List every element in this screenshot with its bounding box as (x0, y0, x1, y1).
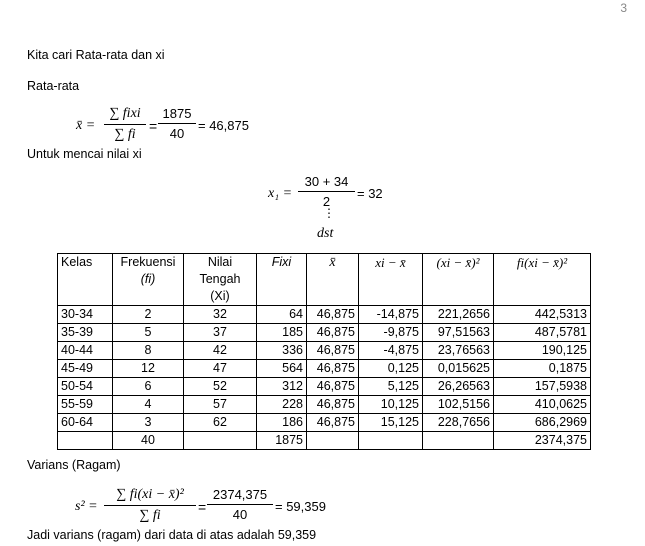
cell-diff: -4,875 (359, 342, 423, 360)
xi-formula-numerator: 30 + 34 (304, 174, 349, 189)
variance-heading: Varians (Ragam) (27, 458, 121, 472)
cell-fi: 6 (113, 378, 184, 396)
cell-fisq: 442,5313 (494, 306, 591, 324)
header-nilai-line1: Nilai (207, 255, 233, 269)
cell-kelas: 55-59 (58, 396, 113, 414)
cell-sq: 221,2656 (423, 306, 494, 324)
cell-xbar: 46,875 (307, 306, 359, 324)
total-xi (184, 432, 257, 450)
header-frekuensi-line2: (fi) (140, 272, 156, 286)
page-number: 3 (620, 1, 627, 15)
cell-fisq: 686,2969 (494, 414, 591, 432)
cell-fi: 12 (113, 360, 184, 378)
mean-formula-numerator: ∑ fixi (109, 106, 141, 121)
table-row (58, 306, 591, 324)
header-nilai-line3: (Xi) (210, 289, 230, 303)
header-fisq: fi(xi − x̄)² (494, 254, 591, 306)
header-kelas: Kelas (58, 254, 113, 306)
cell-sq: 97,51563 (423, 324, 494, 342)
cell-xi: 32 (184, 306, 257, 324)
fraction-bar (298, 191, 355, 192)
header-nilai-line2: Tengah (199, 272, 241, 286)
cell-kelas: 60-64 (58, 414, 113, 432)
cell-fixi: 185 (257, 324, 307, 342)
table-row (58, 396, 591, 414)
cell-xbar: 46,875 (307, 324, 359, 342)
cell-diff: 10,125 (359, 396, 423, 414)
table-row (58, 414, 591, 432)
variance-formula-numerator: ∑ fi(xi − x̄)² (116, 487, 184, 502)
variance-formula-result: = 59,359 (275, 499, 326, 514)
cell-fixi: 228 (257, 396, 307, 414)
xi-formula-denominator: 2 (322, 194, 331, 209)
cell-fi: 4 (113, 396, 184, 414)
fraction-bar (207, 504, 273, 505)
cell-fi: 3 (113, 414, 184, 432)
mean-formula-eq: = (149, 118, 158, 134)
cell-fisq: 157,5938 (494, 378, 591, 396)
cell-kelas: 45-49 (58, 360, 113, 378)
variance-formula-denominator: ∑ fi (139, 508, 161, 523)
header-fixi: Fixi (257, 254, 307, 306)
cell-diff: 0,125 (359, 360, 423, 378)
header-diff: xi − x̄ (359, 254, 423, 306)
variance-formula-eq: = (198, 499, 207, 515)
mean-formula-numerator-value: 1875 (162, 106, 192, 121)
header-xbar: x̄ (307, 254, 359, 306)
cell-fisq: 190,125 (494, 342, 591, 360)
fraction-bar (104, 505, 196, 506)
mean-formula-lhs: x̄ = (76, 118, 96, 133)
xi-formula-lhs: x₁ = (268, 186, 293, 201)
vdots: ⋮ (323, 206, 335, 220)
mean-heading: Rata-rata (27, 79, 80, 93)
table-header-row (58, 254, 591, 306)
cell-xbar: 46,875 (307, 396, 359, 414)
cell-xi: 52 (184, 378, 257, 396)
cell-xi: 62 (184, 414, 257, 432)
conclusion-text: Jadi varians (ragam) dari data di atas adalah 59,359 (27, 528, 317, 542)
cell-diff: -9,875 (359, 324, 423, 342)
cell-xi: 37 (184, 324, 257, 342)
cell-fisq: 410,0625 (494, 396, 591, 414)
table-row (58, 324, 591, 342)
intro-text: Kita cari Rata-rata dan xi (27, 48, 165, 62)
table-row (58, 378, 591, 396)
header-sq: (xi − x̄)² (423, 254, 494, 306)
cell-fi: 8 (113, 342, 184, 360)
cell-xi: 57 (184, 396, 257, 414)
cell-fisq: 0,1875 (494, 360, 591, 378)
xi-formula-fraction (298, 174, 355, 209)
header-frekuensi-line1: Frekuensi (120, 255, 176, 269)
cell-kelas: 40-44 (58, 342, 113, 360)
variance-formula-fraction (104, 487, 196, 524)
variance-formula-denominator-value: 40 (232, 507, 248, 522)
cell-fi: 5 (113, 324, 184, 342)
cell-diff: -14,875 (359, 306, 423, 324)
total-xbar (307, 432, 359, 450)
total-diff (359, 432, 423, 450)
cell-sq: 0,015625 (423, 360, 494, 378)
cell-fisq: 487,5781 (494, 324, 591, 342)
header-frekuensi (113, 254, 184, 306)
cell-diff: 15,125 (359, 414, 423, 432)
cell-xbar: 46,875 (307, 342, 359, 360)
total-fixi: 1875 (257, 432, 307, 450)
mean-formula-denominator: ∑ fi (114, 127, 136, 142)
cell-sq: 102,5156 (423, 396, 494, 414)
header-nilai-tengah (184, 254, 257, 306)
cell-xi: 47 (184, 360, 257, 378)
cell-xbar: 46,875 (307, 378, 359, 396)
mean-formula-result: = 46,875 (198, 118, 249, 133)
cell-kelas: 50-54 (58, 378, 113, 396)
cell-fi: 2 (113, 306, 184, 324)
total-kelas (58, 432, 113, 450)
cell-fixi: 312 (257, 378, 307, 396)
cell-xbar: 46,875 (307, 414, 359, 432)
cell-kelas: 35-39 (58, 324, 113, 342)
variance-formula-numerator-value: 2374,375 (212, 487, 268, 502)
fraction-bar (104, 124, 146, 125)
variance-formula-fraction-values (207, 487, 273, 522)
fraction-bar (158, 123, 196, 124)
mean-formula-denominator-value: 40 (169, 126, 185, 141)
total-fi: 40 (113, 432, 184, 450)
frequency-table (57, 253, 591, 450)
cell-fixi: 186 (257, 414, 307, 432)
mean-formula-fraction-values (158, 106, 196, 141)
xi-formula-result: = 32 (357, 186, 383, 201)
mean-formula-fraction (104, 106, 146, 143)
cell-xbar: 46,875 (307, 360, 359, 378)
cell-fixi: 64 (257, 306, 307, 324)
xi-heading: Untuk mencai nilai xi (27, 147, 142, 161)
table-row (58, 360, 591, 378)
dst-label: dst (317, 226, 334, 241)
cell-fixi: 564 (257, 360, 307, 378)
cell-sq: 26,26563 (423, 378, 494, 396)
total-sq (423, 432, 494, 450)
table-row (58, 342, 591, 360)
cell-fixi: 336 (257, 342, 307, 360)
variance-formula-lhs: s² = (75, 499, 98, 514)
cell-diff: 5,125 (359, 378, 423, 396)
table-totals-row (58, 432, 591, 450)
cell-sq: 23,76563 (423, 342, 494, 360)
total-fisq: 2374,375 (494, 432, 591, 450)
cell-sq: 228,7656 (423, 414, 494, 432)
cell-kelas: 30-34 (58, 306, 113, 324)
cell-xi: 42 (184, 342, 257, 360)
